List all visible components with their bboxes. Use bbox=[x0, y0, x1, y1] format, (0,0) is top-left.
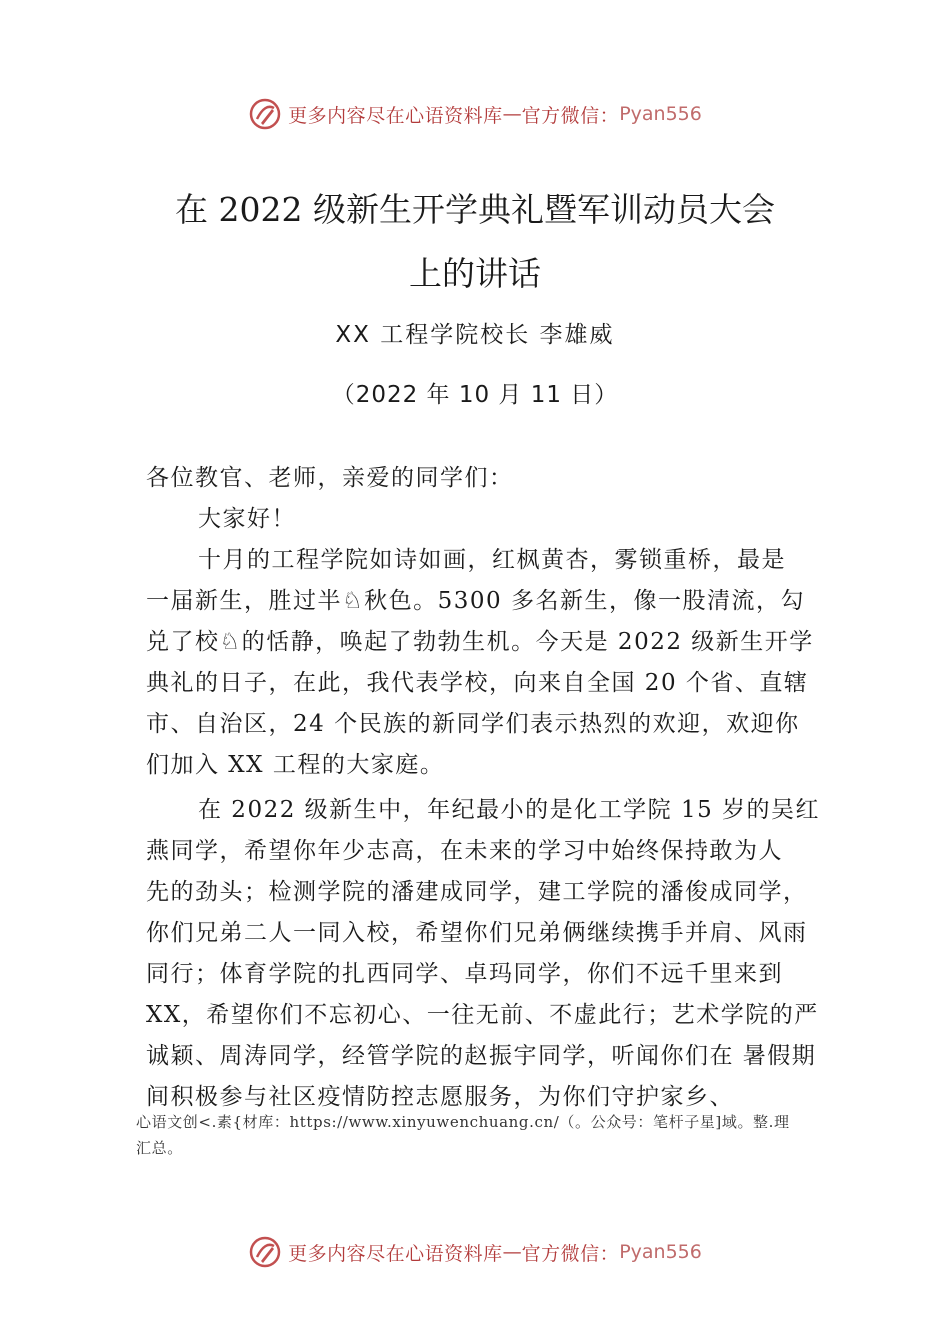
page-title bbox=[100, 178, 850, 306]
paragraph-line: 兑了校♘的恬静，唤起了勃勃生机。今天是 2022 级新生开学 bbox=[146, 629, 814, 655]
pen-logo-icon bbox=[248, 97, 282, 131]
paragraph-line: 十月的工程学院如诗如画，红枫黄杏，雾锁重桥，最是 bbox=[198, 547, 786, 573]
banner-dash: — bbox=[502, 103, 522, 125]
paragraph-line: 诚颖、周涛同学，经管学院的赵振宇同学，听闻你们在 暑假期 bbox=[146, 1043, 817, 1069]
speech-body bbox=[146, 458, 821, 1118]
greeting: 大家好！ bbox=[198, 506, 296, 532]
paragraph-line: 在 2022 级新生中，年纪最小的是化工学院 15 岁的吴红 bbox=[198, 797, 821, 823]
paragraph-line: 间积极参与社区疫情防控志愿服务，为你们守护家乡、 bbox=[146, 1084, 734, 1110]
banner-wechat-label: 官方微信： bbox=[521, 104, 620, 127]
banner-main-text: 更多内容尽在心语资料库 bbox=[288, 104, 503, 127]
paragraph-line: XX，希望你们不忘初心、一往无前、不虚此行；艺术学院的严 bbox=[146, 1002, 819, 1028]
paragraph-line: 们加入 XX 工程的大家庭。 bbox=[146, 752, 445, 778]
title-line-1: 在 2022 级新生开学典礼暨军训动员大会 bbox=[175, 190, 775, 229]
paragraph-line: 先的劲头；检测学院的潘建成同学，建工学院的潘俊成同学， bbox=[146, 879, 808, 905]
paragraph-line: 你们兄弟二人一同入校，希望你们兄弟俩继续携手并肩、风雨 bbox=[146, 920, 808, 946]
paragraph-line: 一届新生，胜过半♘秋色。5300 多名新生，像一股清流，勾 bbox=[146, 588, 805, 614]
paragraph-line: 市、自治区，24 个民族的新同学们表示热烈的欢迎，欢迎你 bbox=[146, 711, 800, 737]
paragraph-line: 同行；体育学院的扎西同学、卓玛同学，你们不远千里来到 bbox=[146, 961, 783, 987]
pen-logo-icon bbox=[248, 1235, 282, 1269]
author-line: XX 工程学院校长 李雄威 bbox=[335, 322, 615, 348]
paragraph-line: 燕同学，希望你年少志高，在未来的学习中始终保持敢为人 bbox=[146, 838, 783, 864]
banner-main-text: 更多内容尽在心语资料库 bbox=[288, 1242, 503, 1265]
date-line: （2022 年 10 月 11 日） bbox=[331, 382, 619, 408]
footer-line-2: 汇总。 bbox=[136, 1139, 183, 1157]
salutation: 各位教官、老师，亲爱的同学们： bbox=[146, 465, 514, 491]
source-footer bbox=[136, 1109, 836, 1161]
header-banner bbox=[0, 94, 950, 134]
title-line-2: 上的讲话 bbox=[409, 254, 541, 293]
paragraph-line: 典礼的日子，在此，我代表学校，向来自全国 20 个省、直辖 bbox=[146, 670, 809, 696]
banner-wechat-id: Pyan556 bbox=[619, 103, 702, 125]
footer-banner bbox=[0, 1232, 950, 1272]
banner-dash: — bbox=[502, 1241, 522, 1263]
footer-line-1: 心语文创<.素{材库：https://www.xinyuwenchuang.cn/（。公众号：笔杆子星]域。整.理 bbox=[136, 1113, 790, 1131]
banner-wechat-id: Pyan556 bbox=[619, 1241, 702, 1263]
banner-wechat-label: 官方微信： bbox=[521, 1242, 620, 1265]
